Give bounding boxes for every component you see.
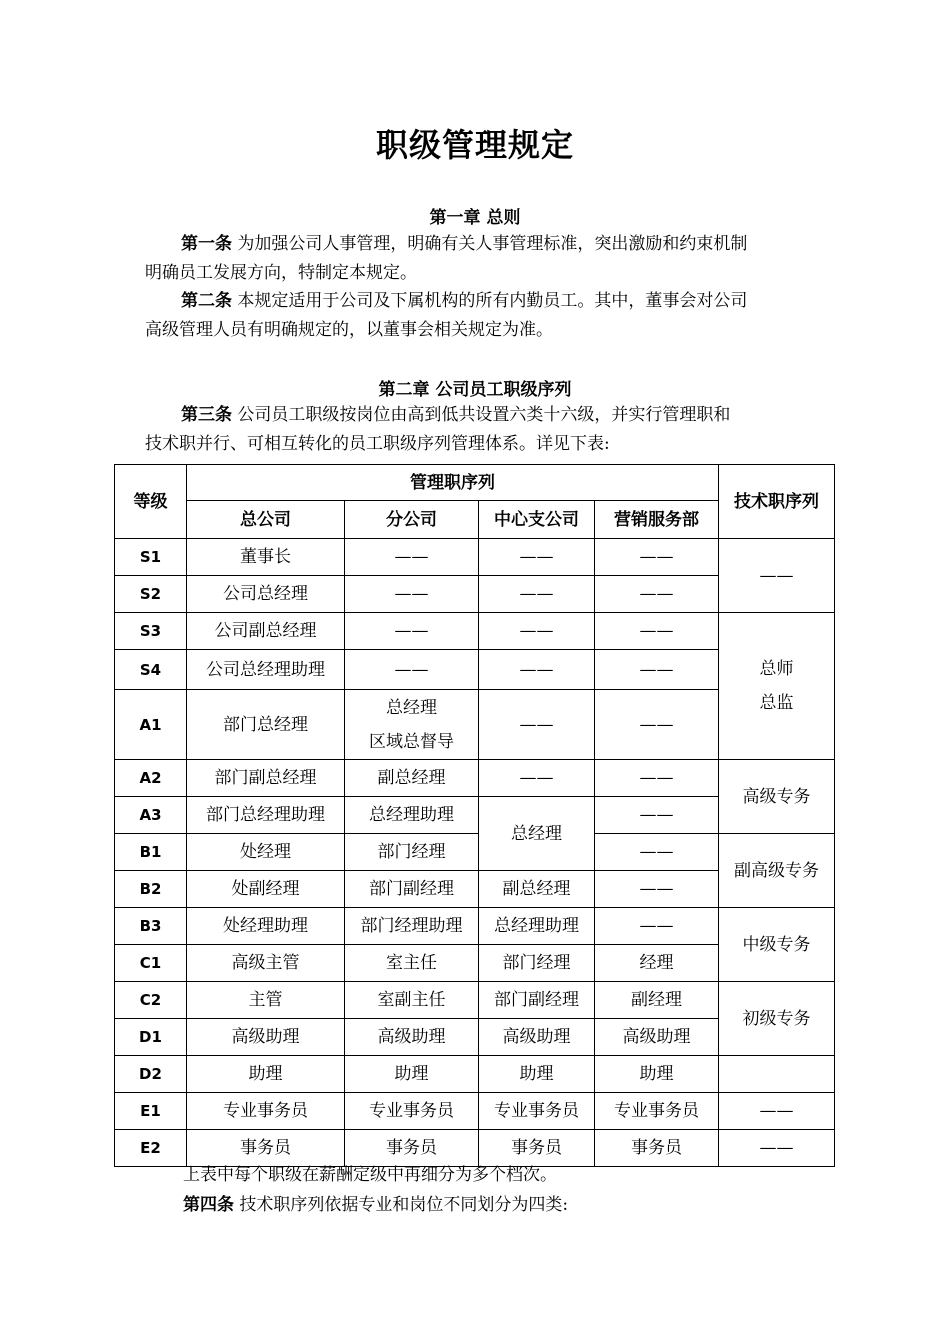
article-3-label: 第三条 bbox=[181, 405, 232, 425]
hq-cell: 事务员 bbox=[187, 1130, 345, 1167]
center-cell: —— bbox=[479, 650, 595, 690]
table-header-row bbox=[115, 465, 835, 501]
branch-line: 总经理 bbox=[386, 697, 437, 718]
grade-cell: S4 bbox=[115, 650, 187, 690]
hq-cell: 处副经理 bbox=[187, 871, 345, 908]
article-2 bbox=[145, 287, 825, 345]
chapter-1-heading: 第一章 总则 bbox=[429, 208, 521, 228]
header-branch: 分公司 bbox=[345, 501, 479, 539]
sales-cell: 经理 bbox=[595, 945, 719, 982]
technical-cell: 初级专务 bbox=[719, 982, 835, 1056]
center-cell: 事务员 bbox=[479, 1130, 595, 1167]
sales-cell: —— bbox=[595, 539, 719, 576]
article-2-line-2: 高级管理人员有明确规定的，以董事会相关规定为准。 bbox=[145, 320, 553, 340]
sales-cell: —— bbox=[595, 576, 719, 613]
sales-cell: —— bbox=[595, 834, 719, 871]
technical-cell: 高级专务 bbox=[719, 760, 835, 834]
branch-cell: 专业事务员 bbox=[345, 1093, 479, 1130]
center-cell: —— bbox=[479, 760, 595, 797]
branch-cell bbox=[345, 690, 479, 760]
technical-line: 总监 bbox=[759, 693, 794, 713]
hq-cell: 公司总经理助理 bbox=[187, 650, 345, 690]
center-cell: —— bbox=[479, 576, 595, 613]
sales-cell: —— bbox=[595, 690, 719, 760]
grade-cell: S2 bbox=[115, 576, 187, 613]
center-cell: —— bbox=[479, 613, 595, 650]
grade-table bbox=[114, 464, 835, 1167]
center-cell: 部门副经理 bbox=[479, 982, 595, 1019]
table-note: 上表中每个职级在薪酬定级中再细分为多个档次。 bbox=[183, 1165, 557, 1185]
center-cell: 副总经理 bbox=[479, 871, 595, 908]
technical-cell bbox=[719, 613, 835, 760]
branch-cell: —— bbox=[345, 576, 479, 613]
branch-cell: 总经理助理 bbox=[345, 797, 479, 834]
table-row bbox=[115, 613, 835, 650]
table-row bbox=[115, 1093, 835, 1130]
table-row bbox=[115, 539, 835, 576]
branch-cell: —— bbox=[345, 539, 479, 576]
hq-cell: 专业事务员 bbox=[187, 1093, 345, 1130]
branch-cell: 事务员 bbox=[345, 1130, 479, 1167]
table-row bbox=[115, 982, 835, 1019]
article-1-line-2: 明确员工发展方向，特制定本规定。 bbox=[145, 263, 417, 283]
document-title: 职级管理规定 bbox=[375, 126, 574, 164]
article-4-text: 技术职序列依据专业和岗位不同划分为四类: bbox=[234, 1195, 569, 1215]
center-cell: —— bbox=[479, 539, 595, 576]
sales-cell: —— bbox=[595, 908, 719, 945]
technical-cell: —— bbox=[719, 1093, 835, 1130]
header-technical: 技术职序列 bbox=[719, 465, 835, 539]
branch-cell: 助理 bbox=[345, 1056, 479, 1093]
article-1 bbox=[145, 230, 825, 288]
sales-cell: —— bbox=[595, 650, 719, 690]
chapter-2-heading: 第二章 公司员工职级序列 bbox=[378, 380, 572, 400]
article-2-line-1: 本规定适用于公司及下属机构的所有内勤员工。其中，董事会对公司 bbox=[232, 291, 748, 311]
grade-cell: C1 bbox=[115, 945, 187, 982]
center-cell: —— bbox=[479, 690, 595, 760]
table-row bbox=[115, 1056, 835, 1093]
branch-line: 区域总督导 bbox=[369, 731, 454, 752]
sales-cell: —— bbox=[595, 613, 719, 650]
technical-cell: —— bbox=[719, 1130, 835, 1167]
article-2-label: 第二条 bbox=[181, 291, 232, 311]
grade-cell: S1 bbox=[115, 539, 187, 576]
article-4 bbox=[183, 1191, 823, 1220]
table-row bbox=[115, 834, 835, 871]
table-row bbox=[115, 908, 835, 945]
header-grade: 等级 bbox=[115, 465, 187, 539]
hq-cell: 部门总经理助理 bbox=[187, 797, 345, 834]
center-cell: 部门经理 bbox=[479, 945, 595, 982]
branch-cell: 室主任 bbox=[345, 945, 479, 982]
hq-cell: 高级主管 bbox=[187, 945, 345, 982]
grade-cell: B1 bbox=[115, 834, 187, 871]
sales-cell: 高级助理 bbox=[595, 1019, 719, 1056]
branch-cell: 高级助理 bbox=[345, 1019, 479, 1056]
technical-cell: —— bbox=[719, 539, 835, 613]
grade-cell: E1 bbox=[115, 1093, 187, 1130]
grade-cell: A2 bbox=[115, 760, 187, 797]
article-3-line-2: 技术职并行、可相互转化的员工职级序列管理体系。详见下表: bbox=[145, 434, 610, 454]
hq-cell: 部门总经理 bbox=[187, 690, 345, 760]
hq-cell: 主管 bbox=[187, 982, 345, 1019]
header-sales: 营销服务部 bbox=[595, 501, 719, 539]
article-3-line-1: 公司员工职级按岗位由高到低共设置六类十六级，并实行管理职和 bbox=[232, 405, 731, 425]
branch-cell: 室副主任 bbox=[345, 982, 479, 1019]
branch-cell: —— bbox=[345, 650, 479, 690]
grade-cell: C2 bbox=[115, 982, 187, 1019]
hq-cell: 公司总经理 bbox=[187, 576, 345, 613]
sales-cell: —— bbox=[595, 797, 719, 834]
grade-cell: S3 bbox=[115, 613, 187, 650]
center-cell: 专业事务员 bbox=[479, 1093, 595, 1130]
hq-cell: 高级助理 bbox=[187, 1019, 345, 1056]
technical-line: 总师 bbox=[759, 659, 794, 679]
hq-cell: 公司副总经理 bbox=[187, 613, 345, 650]
sales-cell: 事务员 bbox=[595, 1130, 719, 1167]
branch-cell: 副总经理 bbox=[345, 760, 479, 797]
center-cell: 总经理 bbox=[479, 797, 595, 871]
grade-cell: A3 bbox=[115, 797, 187, 834]
sales-cell: 助理 bbox=[595, 1056, 719, 1093]
grade-cell: E2 bbox=[115, 1130, 187, 1167]
sales-cell: 副经理 bbox=[595, 982, 719, 1019]
grade-cell: D1 bbox=[115, 1019, 187, 1056]
sales-cell: 专业事务员 bbox=[595, 1093, 719, 1130]
hq-cell: 助理 bbox=[187, 1056, 345, 1093]
article-4-label: 第四条 bbox=[183, 1195, 234, 1215]
grade-cell: A1 bbox=[115, 690, 187, 760]
hq-cell: 处经理 bbox=[187, 834, 345, 871]
hq-cell: 部门副总经理 bbox=[187, 760, 345, 797]
hq-cell: 董事长 bbox=[187, 539, 345, 576]
technical-cell bbox=[719, 1056, 835, 1093]
technical-cell: 副高级专务 bbox=[719, 834, 835, 908]
sales-cell: —— bbox=[595, 871, 719, 908]
header-hq: 总公司 bbox=[187, 501, 345, 539]
center-cell: 总经理助理 bbox=[479, 908, 595, 945]
branch-cell: —— bbox=[345, 613, 479, 650]
branch-cell: 部门经理助理 bbox=[345, 908, 479, 945]
branch-cell: 部门副经理 bbox=[345, 871, 479, 908]
grade-cell: B2 bbox=[115, 871, 187, 908]
article-1-label: 第一条 bbox=[181, 234, 232, 254]
article-1-line-1: 为加强公司人事管理，明确有关人事管理标准，突出激励和约束机制 bbox=[232, 234, 748, 254]
sales-cell: —— bbox=[595, 760, 719, 797]
grade-cell: B3 bbox=[115, 908, 187, 945]
branch-cell: 部门经理 bbox=[345, 834, 479, 871]
hq-cell: 处经理助理 bbox=[187, 908, 345, 945]
center-cell: 助理 bbox=[479, 1056, 595, 1093]
header-management: 管理职序列 bbox=[187, 465, 719, 501]
center-cell: 高级助理 bbox=[479, 1019, 595, 1056]
technical-cell: 中级专务 bbox=[719, 908, 835, 982]
article-3 bbox=[145, 401, 825, 459]
header-center: 中心支公司 bbox=[479, 501, 595, 539]
grade-cell: D2 bbox=[115, 1056, 187, 1093]
table-row bbox=[115, 760, 835, 797]
